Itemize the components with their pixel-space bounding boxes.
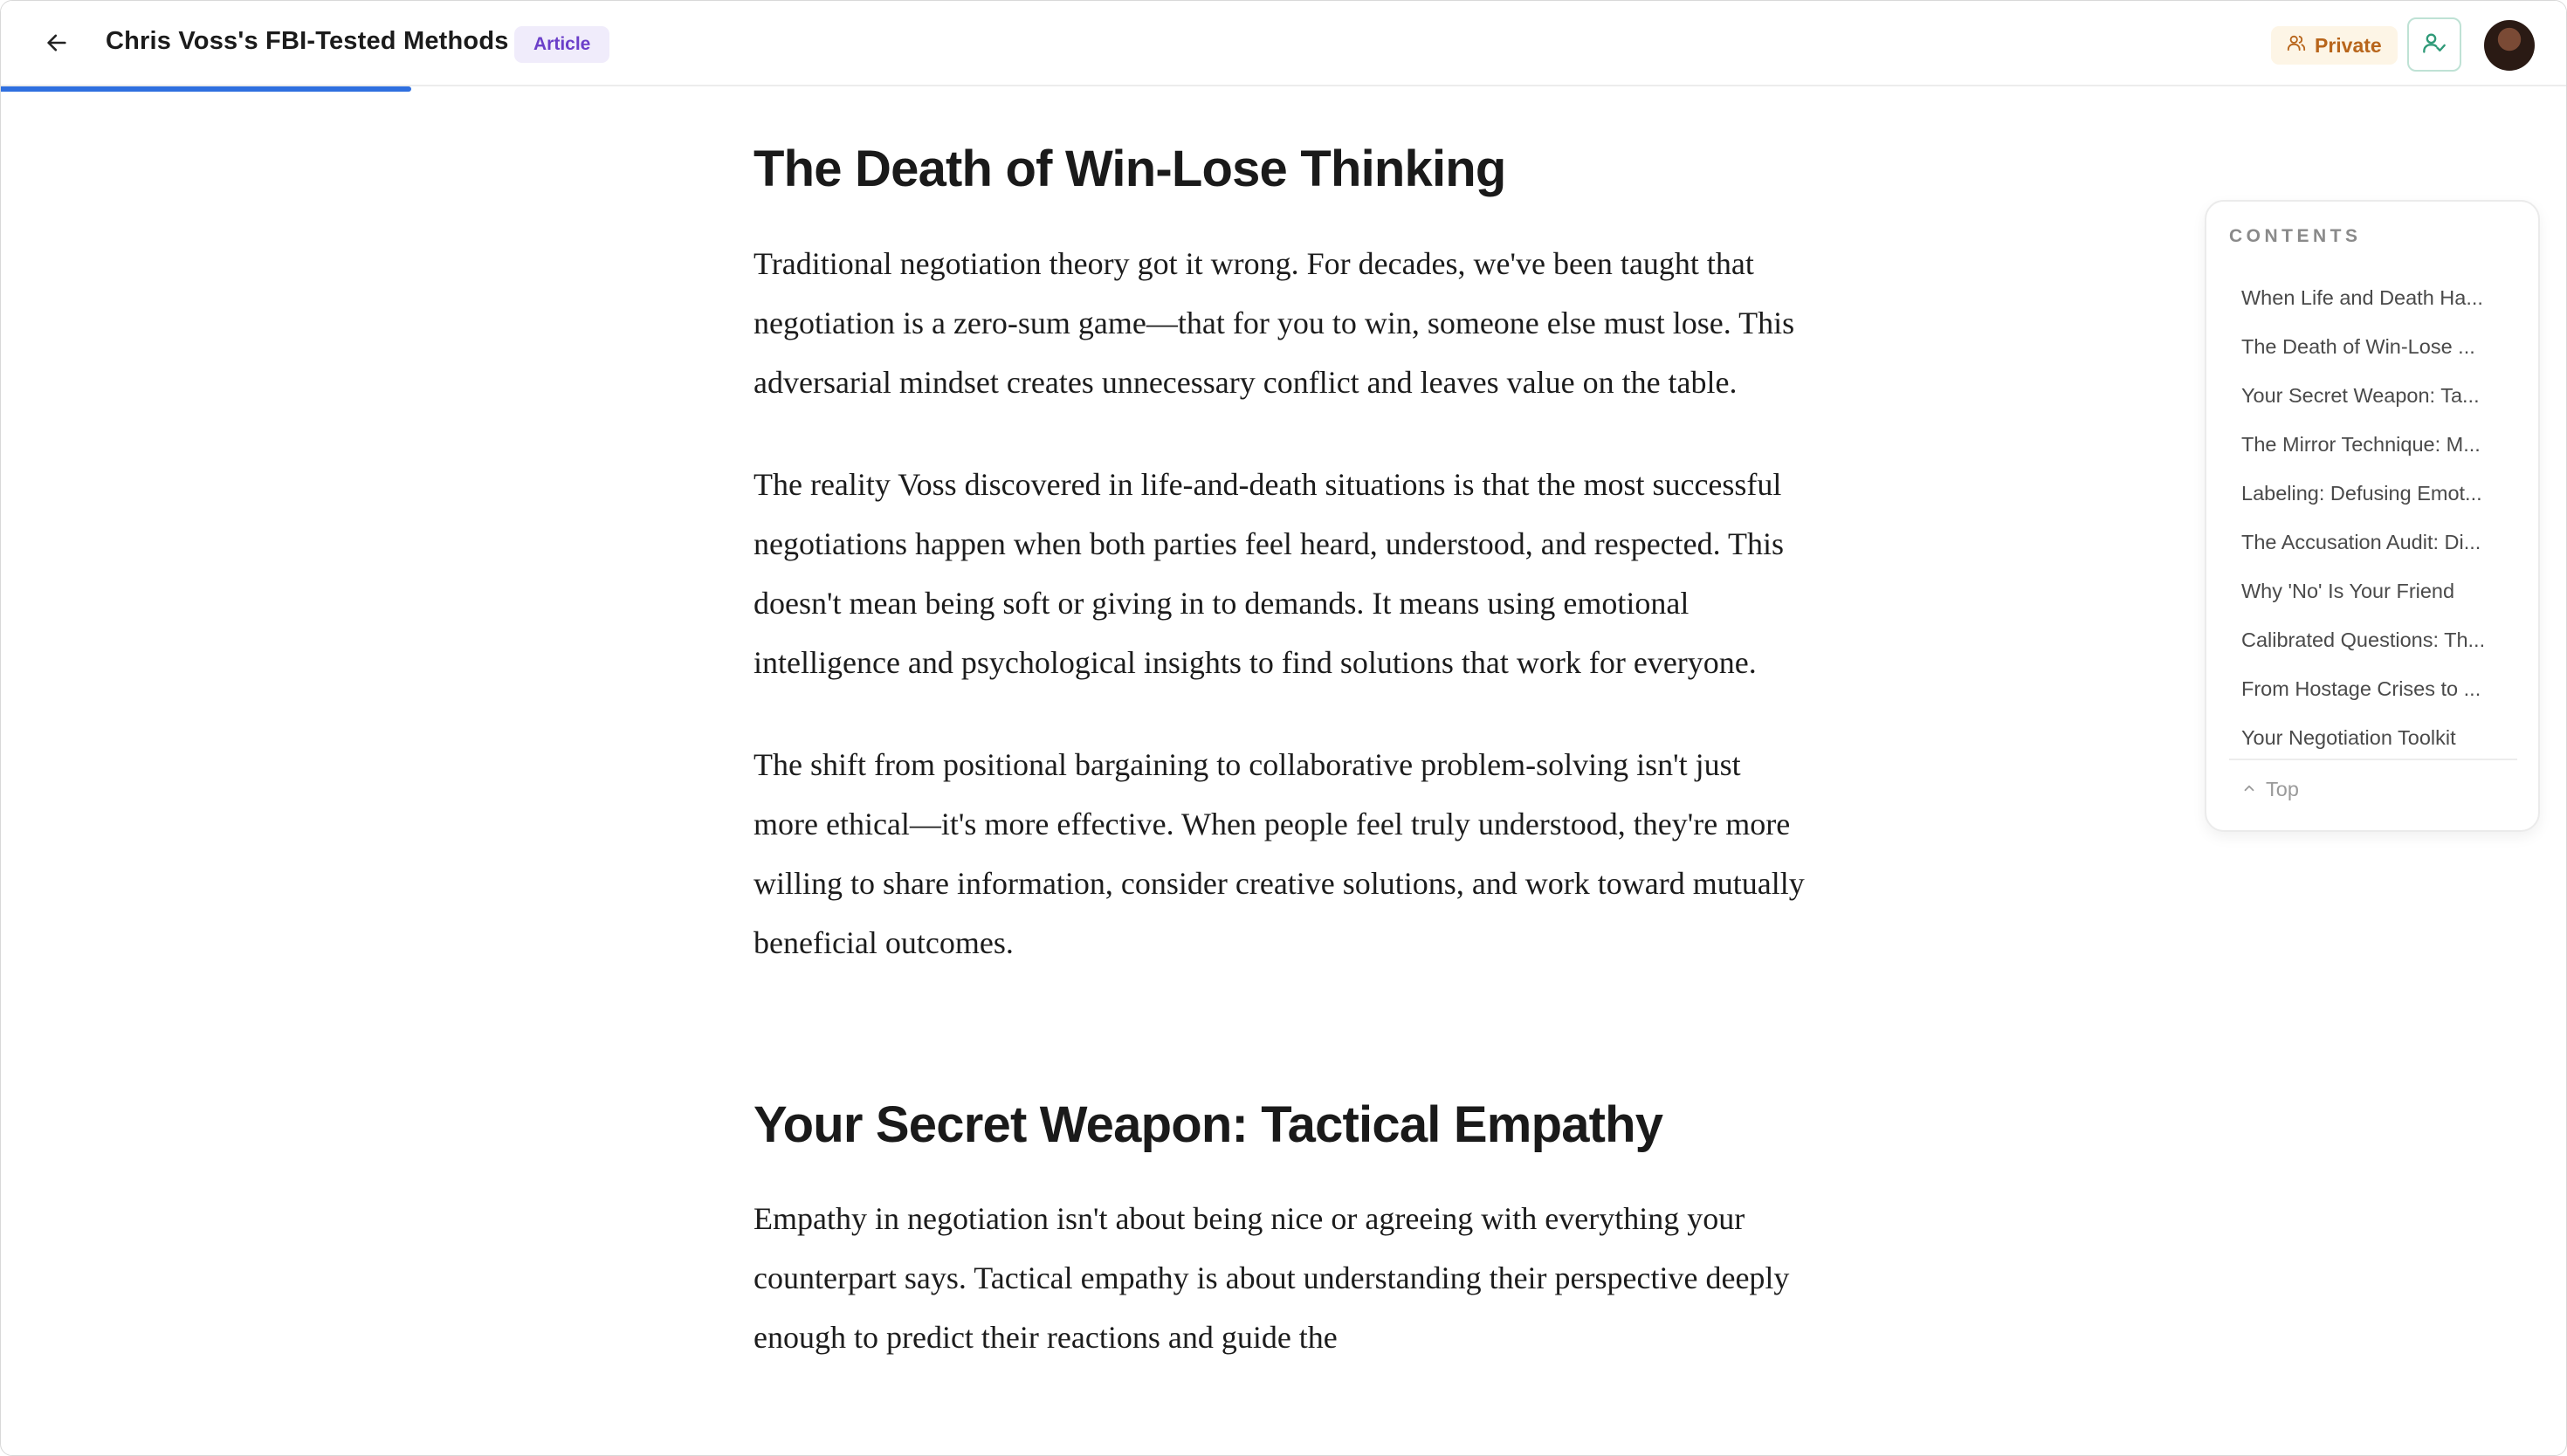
toc-item[interactable]: From Hostage Crises to ... — [2241, 677, 2481, 700]
section-heading: The Death of Win-Lose Thinking — [754, 141, 1506, 197]
visibility-badge[interactable] — [2271, 26, 2398, 65]
toc-list — [2241, 273, 2512, 762]
reading-progress-fill — [1, 86, 411, 92]
back-to-top-label: Top — [2266, 778, 2299, 800]
toc-item[interactable]: When Life and Death Ha... — [2241, 286, 2483, 309]
toc-item[interactable]: The Death of Win-Lose ... — [2241, 335, 2475, 358]
visibility-label: Private — [2315, 33, 2382, 57]
table-of-contents — [2205, 200, 2540, 832]
paragraph: Traditional negotiation theory got it wrong. For decades, we've been taught that negotiation is a zero-sum game—that for you to win, someone else must lose. This adversarial mindset creates unnecessary conflict and leaves value on the table. — [754, 245, 1795, 400]
users-icon — [2287, 33, 2306, 58]
toc-divider — [2229, 759, 2517, 760]
toc-item[interactable]: Your Negotiation Toolkit — [2241, 726, 2456, 749]
avatar[interactable] — [2484, 20, 2535, 71]
paragraph: The reality Voss discovered in life-and-death situations is that the most successful negotiations happen when both parties feel heard, understood, and respected. This doesn't mean being soft or giving in to demands. It means using emotional intelligence and psychological insights to find solutions that work for everyone. — [754, 466, 1784, 680]
toc-item[interactable]: Labeling: Defusing Emot... — [2241, 482, 2482, 505]
paragraph: The shift from positional bargaining to collaborative problem-solving isn't just more ethical—it's more effective. When people feel truly understood, they're more willing to share information, consider creative solutions, and work toward mutually beneficial outcomes. — [754, 746, 1805, 960]
toc-item[interactable]: Your Secret Weapon: Ta... — [2241, 384, 2480, 407]
toc-item[interactable]: Why 'No' Is Your Friend — [2241, 580, 2455, 602]
top-bar — [1, 1, 2567, 86]
type-badge: Article — [514, 26, 609, 63]
section-heading: Your Secret Weapon: Tactical Empathy — [754, 1095, 1663, 1153]
page-title: Chris Voss's FBI-Tested Methods — [106, 27, 509, 55]
toc-item[interactable]: Calibrated Questions: Th... — [2241, 628, 2486, 651]
chevron-up-icon — [2241, 778, 2257, 801]
toc-item[interactable]: The Accusation Audit: Di... — [2241, 531, 2481, 553]
toc-title: CONTENTS — [2229, 226, 2362, 246]
article-body — [754, 132, 1810, 1367]
toc-item[interactable]: The Mirror Technique: M... — [2241, 433, 2481, 456]
back-button[interactable] — [36, 25, 78, 64]
reading-progress — [1, 86, 2567, 92]
user-check-icon — [2422, 31, 2447, 59]
paragraph: Empathy in negotiation isn't about being nice or agreeing with everything your counterpart says. Tactical empathy is about understanding their perspective deeply enough to predict their reactions and guide the — [754, 1201, 1790, 1356]
arrow-left-icon — [45, 31, 69, 59]
share-people-button[interactable] — [2407, 17, 2461, 72]
back-to-top-button[interactable] — [2241, 778, 2299, 801]
